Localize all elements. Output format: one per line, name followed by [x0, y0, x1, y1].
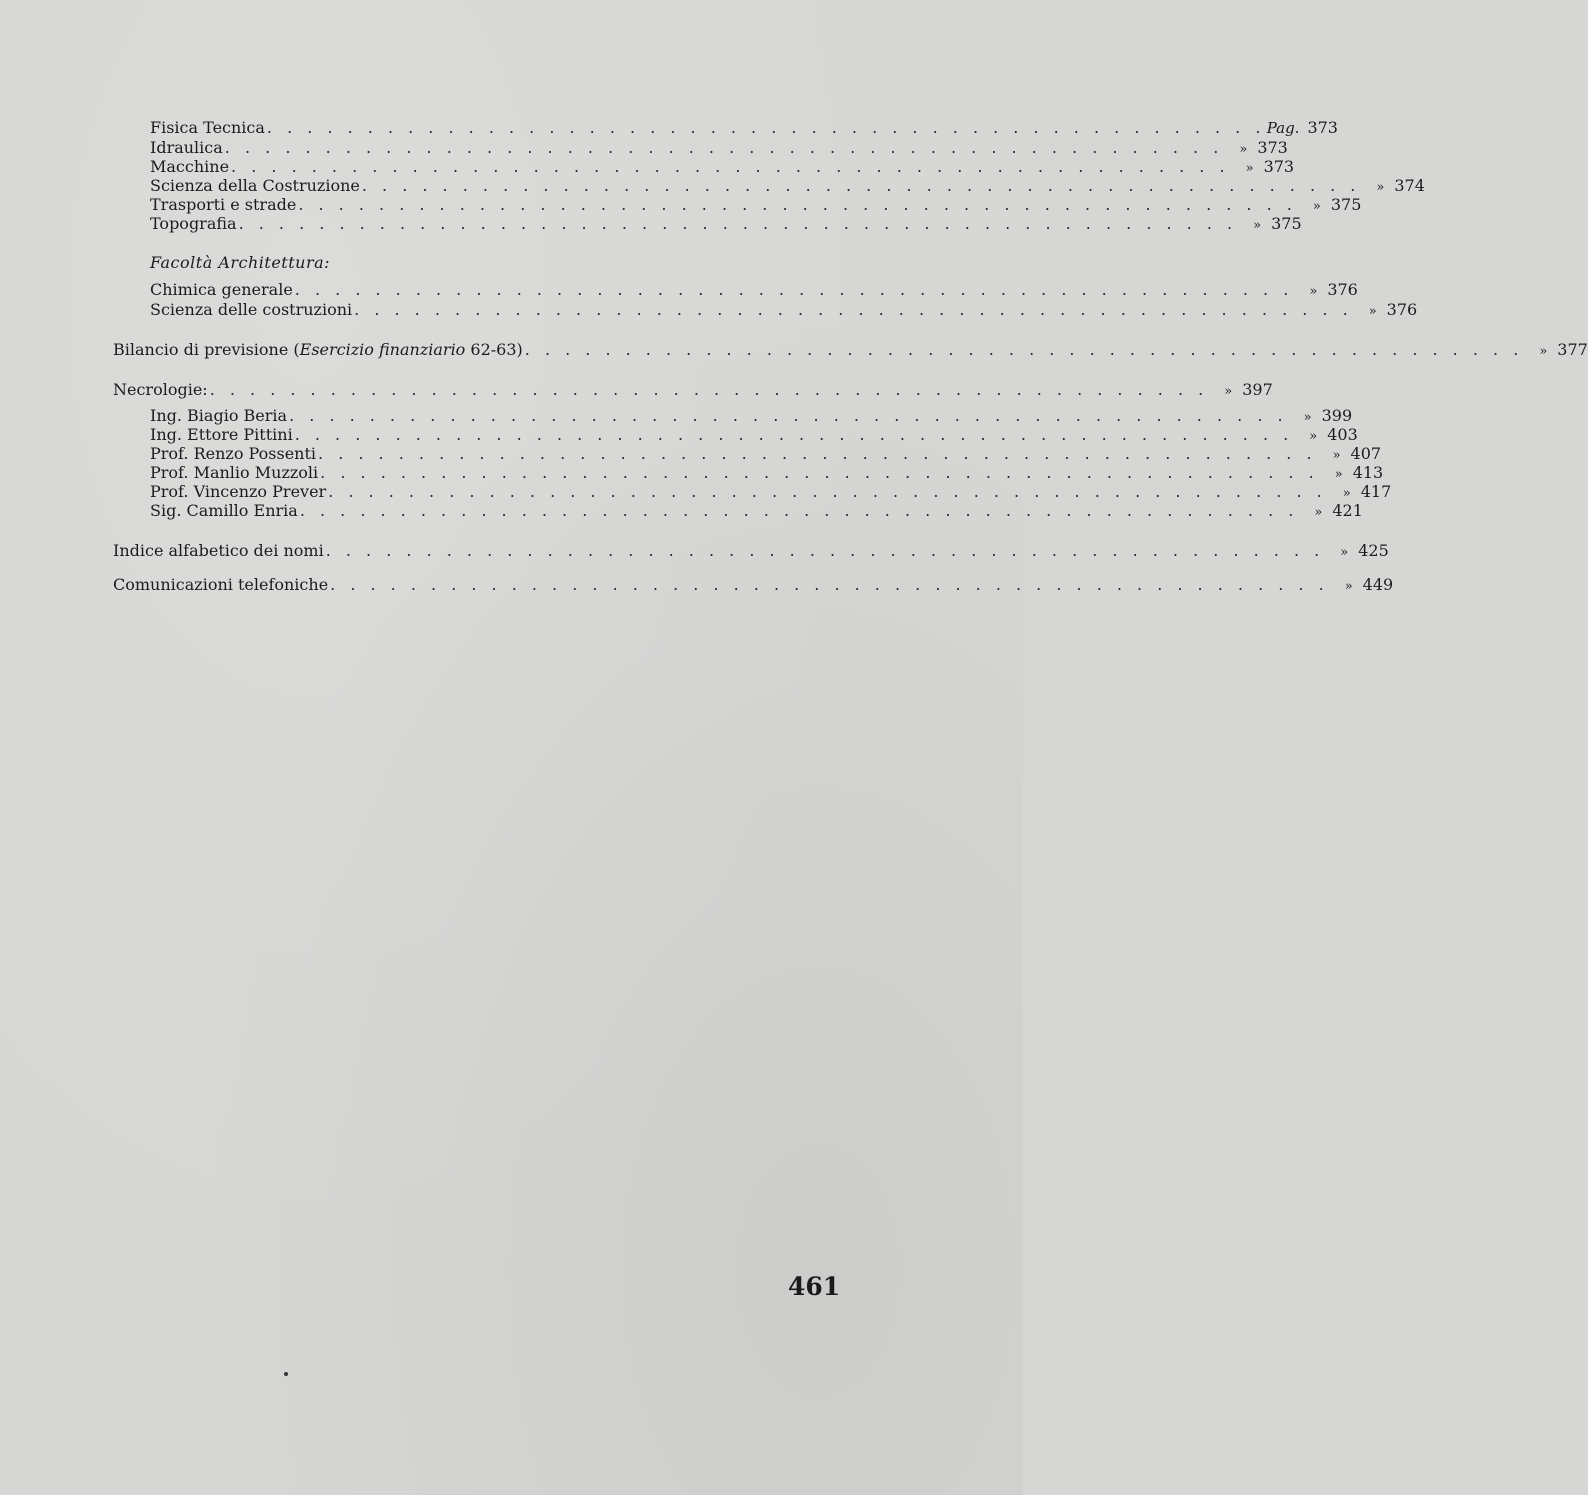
- dot-leader: . . . . . . . . . . . . . . . . . . . . . . . . . . . . . . . . . . . . . . . . . . . . . . . . . .: [231, 157, 1230, 176]
- ditto-mark: »: [1344, 579, 1353, 594]
- dot-leader: . . . . . . . . . . . . . . . . . . . . . . . . . . . . . . . . . . . . . . . . . . . . . . . . . .: [320, 463, 1319, 482]
- ditto-mark: »: [1303, 410, 1312, 425]
- ditto-mark: »: [1312, 199, 1321, 214]
- dot-leader: . . . . . . . . . . . . . . . . . . . . . . . . . . . . . . . . . . . . . . . . . . . . . . . . . .: [224, 138, 1224, 157]
- toc-entry-macchine[interactable]: [150, 157, 1295, 177]
- toc-entry-page: 376: [1327, 280, 1358, 299]
- toc-entry-topografia[interactable]: [150, 214, 1302, 234]
- toc-entry-page: 375: [1330, 195, 1362, 214]
- toc-entry-page: 375: [1271, 214, 1302, 233]
- toc-entry-bilancio[interactable]: [113, 340, 1588, 360]
- ditto-mark: »: [1224, 384, 1233, 399]
- toc-entry-page: 425: [1358, 541, 1389, 560]
- ditto-mark: »: [1239, 142, 1248, 157]
- toc-entry-page: 403: [1327, 425, 1358, 444]
- ditto-mark: »: [1309, 284, 1318, 299]
- toc-entry-label: Trasporti e strade: [150, 195, 297, 214]
- bilancio-label-prefix: Bilancio di previsione (: [113, 340, 300, 359]
- toc-entry-label: [113, 340, 525, 360]
- dot-leader: . . . . . . . . . . . . . . . . . . . . . . . . . . . . . . . . . . . . . . . . . . . . . . . . . .: [299, 501, 1299, 520]
- toc-entry-scienza-delle-costruzioni[interactable]: [150, 300, 1418, 320]
- dot-leader: . . . . . . . . . . . . . . . . . . . . . . . . . . . . . . . . . . . . . . . . . . . . . . . . . .: [294, 280, 1294, 299]
- toc-entry-chimica-generale[interactable]: [150, 280, 1358, 300]
- dot-leader: . . . . . . . . . . . . . . . . . . . . . . . . . . . . . . . . . . . . . . . . . . . . . . . . . .: [361, 176, 1361, 195]
- toc-entry-idraulica[interactable]: [150, 138, 1288, 158]
- ditto-mark: »: [1314, 505, 1323, 520]
- dot-leader: . . . . . . . . . . . . . . . . . . . . . . . . . . . . . . . . . . . . . . . . . . . . . . . . . .: [266, 118, 1266, 137]
- toc-entry-scienza-della-costruzione[interactable]: [150, 176, 1425, 196]
- toc-entry-page: 376: [1386, 300, 1418, 319]
- dot-leader: . . . . . . . . . . . . . . . . . . . . . . . . . . . . . . . . . . . . . . . . . . . . . . . . . .: [298, 195, 1297, 214]
- dot-leader: . . . . . . . . . . . . . . . . . . . . . . . . . . . . . . . . . . . . . . . . . . . . . . . . . .: [325, 541, 1325, 560]
- toc-entry-page: 399: [1321, 406, 1353, 425]
- toc-entry-label: Indice alfabetico dei nomi: [113, 541, 324, 560]
- ditto-mark: »: [1340, 545, 1349, 560]
- toc-entry-label: Prof. Vincenzo Prever: [150, 482, 327, 501]
- toc-entry-page: 377: [1557, 340, 1588, 359]
- toc-entry-label: Scienza della Costruzione: [150, 176, 360, 195]
- toc-entry-possenti[interactable]: [150, 444, 1382, 464]
- toc-entry-page: 373: [1257, 138, 1288, 157]
- dot-leader: . . . . . . . . . . . . . . . . . . . . . . . . . . . . . . . . . . . . . . . . . . . . . . . . . .: [318, 444, 1317, 463]
- page-abbreviation: Pag.: [1266, 119, 1300, 137]
- toc-entry-page: 407: [1350, 444, 1382, 463]
- toc-entry-prever[interactable]: [150, 482, 1392, 502]
- toc-entry-fisica-tecnica[interactable]: [150, 118, 1338, 138]
- toc-entry-label: Topografia: [150, 214, 237, 233]
- ditto-mark: »: [1309, 429, 1318, 444]
- ditto-mark: »: [1342, 486, 1351, 501]
- ditto-mark: »: [1376, 180, 1385, 195]
- page-number: 461: [788, 1272, 841, 1301]
- ditto-mark: »: [1368, 304, 1377, 319]
- toc-entry-page: 421: [1332, 501, 1363, 520]
- toc-entry-page: 373: [1263, 157, 1295, 176]
- toc-entry-label: Scienza delle costruzioni: [150, 300, 353, 319]
- dot-leader: . . . . . . . . . . . . . . . . . . . . . . . . . . . . . . . . . . . . . . . . . . . . . . . . . .: [524, 340, 1524, 359]
- ditto-mark: »: [1245, 161, 1254, 176]
- toc-entry-pittini[interactable]: [150, 425, 1358, 445]
- print-speck: [284, 1372, 288, 1376]
- toc-entry-label: Sig. Camillo Enria: [150, 501, 298, 520]
- bilancio-label-italic: Esercizio finanziario: [299, 340, 466, 359]
- toc-entry-enria[interactable]: [150, 501, 1363, 521]
- dot-leader: . . . . . . . . . . . . . . . . . . . . . . . . . . . . . . . . . . . . . . . . . . . . . . . . . .: [354, 300, 1353, 319]
- toc-entry-label: Fisica Tecnica: [150, 118, 265, 137]
- toc-entry-page: 417: [1360, 482, 1392, 501]
- toc-entry-label: Ing. Biagio Beria: [150, 406, 288, 425]
- dot-leader: . . . . . . . . . . . . . . . . . . . . . . . . . . . . . . . . . . . . . . . . . . . . . . . . . .: [328, 482, 1327, 501]
- toc-entry-page: 374: [1394, 176, 1425, 195]
- toc-entry-necrologie[interactable]: [113, 380, 1273, 400]
- dot-leader: . . . . . . . . . . . . . . . . . . . . . . . . . . . . . . . . . . . . . . . . . . . . . . . . . .: [209, 380, 1209, 399]
- toc-entry-page: 449: [1362, 575, 1394, 594]
- toc-entry-page: 413: [1352, 463, 1384, 482]
- toc-entry-page: 373: [1307, 118, 1338, 137]
- section-heading-architettura: Facoltà Architettura:: [150, 253, 331, 272]
- dot-leader: . . . . . . . . . . . . . . . . . . . . . . . . . . . . . . . . . . . . . . . . . . . . . . . . . .: [294, 425, 1294, 444]
- ditto-mark: »: [1334, 467, 1343, 482]
- toc-entry-label: Necrologie:: [113, 380, 208, 399]
- toc-entry-page: 397: [1242, 380, 1273, 399]
- toc-entry-indice-alfabetico[interactable]: [113, 541, 1389, 561]
- toc-entry-comunicazioni-telefoniche[interactable]: [113, 575, 1394, 595]
- toc-entry-label: Prof. Manlio Muzzoli: [150, 463, 319, 482]
- toc-entry-label: Comunicazioni telefoniche: [113, 575, 329, 594]
- toc-entry-label: Prof. Renzo Possenti: [150, 444, 317, 463]
- toc-entry-label: Idraulica: [150, 138, 223, 157]
- ditto-mark: »: [1539, 344, 1548, 359]
- ditto-mark: »: [1253, 218, 1262, 233]
- toc-entry-label: Macchine: [150, 157, 230, 176]
- dot-leader: . . . . . . . . . . . . . . . . . . . . . . . . . . . . . . . . . . . . . . . . . . . . . . . . . .: [330, 575, 1329, 594]
- bilancio-label-suffix: 62-63): [465, 340, 523, 359]
- dot-leader: . . . . . . . . . . . . . . . . . . . . . . . . . . . . . . . . . . . . . . . . . . . . . . . . . .: [238, 214, 1238, 233]
- ditto-mark: »: [1332, 448, 1341, 463]
- toc-entry-label: Ing. Ettore Pittini: [150, 425, 293, 444]
- toc-entry-label: Chimica generale: [150, 280, 293, 299]
- dot-leader: . . . . . . . . . . . . . . . . . . . . . . . . . . . . . . . . . . . . . . . . . . . . . . . . . .: [289, 406, 1288, 425]
- toc-entry-trasporti-e-strade[interactable]: [150, 195, 1362, 215]
- toc-entry-muzzoli[interactable]: [150, 463, 1384, 483]
- toc-entry-beria[interactable]: [150, 406, 1353, 426]
